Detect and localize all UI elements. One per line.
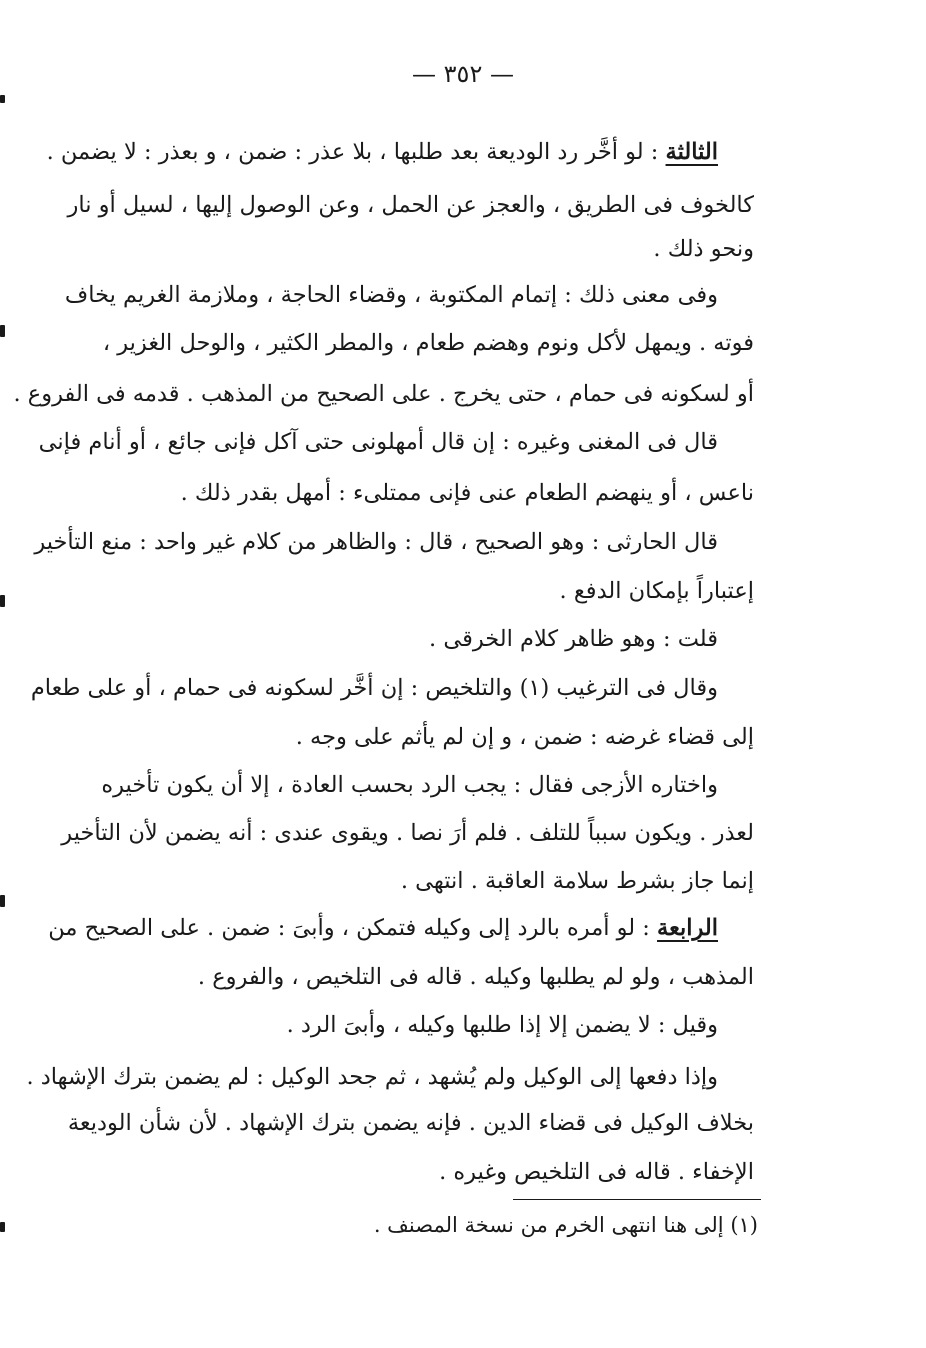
text-line: أو لسكونه فى حمام ، حتى يخرج . على الصحيح من المذهب . قدمه فى الفروع . (13, 381, 754, 407)
scan-mark (0, 325, 5, 337)
text-line: إلى قضاء غرضه : ضمن ، و إن لم يأثم على وجه . (295, 724, 754, 750)
text-line: الثالثة : لو أخَّر رد الوديعة بعد طلبها ، بلا عذر : ضمن ، و بعذر : لا يضمن . (46, 139, 718, 165)
text-line: ناعس ، أو ينهضم الطعام عنى فإنى ممتلىء : أمهل بقدر ذلك . (180, 480, 754, 506)
text-line: قلت : وهو ظاهر كلام الخرقى . (429, 626, 718, 652)
text-line: الرابعة : لو أمره بالرد إلى وكيله فتمكن ، وأبىَ : ضمن . على الصحيح من (48, 915, 718, 941)
text-line: قال الحارثى : وهو الصحيح ، قال : والظاهر من كلام غير واحد : منع التأخير (34, 529, 718, 555)
scan-mark (0, 95, 5, 103)
section-heading: الرابعة (657, 915, 718, 941)
scan-mark (0, 1222, 5, 1232)
footnote: (١) إلى هنا انتهى الخرم من نسخة المصنف . (373, 1213, 758, 1237)
text-line: فوته . ويمهل لأكل ونوم وهضم طعام ، والمطر الكثير ، والوحل الغزير ، (102, 330, 754, 356)
text-line: إنما جاز بشرط سلامة العاقبة . انتهى . (400, 868, 754, 894)
text-line: واختاره الأزجى فقال : يجب الرد بحسب العادة ، إلا أن يكون تأخيره (101, 772, 718, 798)
text-line: لعذر . ويكون سبباً للتلف . فلم أرَ نصا . ويقوى عندى : أنه يضمن لأن التأخير (61, 820, 754, 846)
scan-mark (0, 595, 5, 607)
footnote-separator (513, 1199, 761, 1200)
text-line: قال فى المغنى وغيره : إن قال أمهلونى حتى آكل فإنى جائع ، أو أنام فإنى (38, 429, 718, 455)
text-line: وفى معنى ذلك : إتمام المكتوبة ، وقضاء الحاجة ، وملازمة الغريم يخاف (64, 282, 718, 308)
text-line: بخلاف الوكيل فى قضاء الدين . فإنه يضمن بترك الإشهاد . لأن شأن الوديعة (67, 1110, 754, 1136)
text-line: ونحو ذلك . (653, 236, 754, 262)
text-line: وإذا دفعها إلى الوكيل ولم يُشهد ، ثم جحد الوكيل : لم يضمن بترك الإشهاد . (26, 1064, 718, 1090)
text-line: وقال فى الترغيب (١) والتلخيص : إن أخَّر لسكونه فى حمام ، أو على طعام (30, 675, 718, 701)
text-line: إعتباراً بإمكان الدفع . (559, 578, 754, 604)
scan-mark (0, 895, 5, 907)
page-number: — ٣٥٢ — (412, 60, 514, 88)
section-heading: الثالثة (665, 139, 718, 165)
text-line: الإخفاء . قاله فى التلخيص وغيره . (439, 1159, 754, 1185)
text-line: وقيل : لا يضمن إلا إذا طلبها وكيله ، وأبىَ الرد . (286, 1012, 718, 1038)
text-line: المذهب ، ولو لم يطلبها وكيله . قاله فى التلخيص ، والفروع . (197, 964, 754, 990)
text-line: كالخوف فى الطريق ، والعجز عن الحمل ، وعن الوصول إليها ، لسيل أو نار (67, 192, 754, 218)
